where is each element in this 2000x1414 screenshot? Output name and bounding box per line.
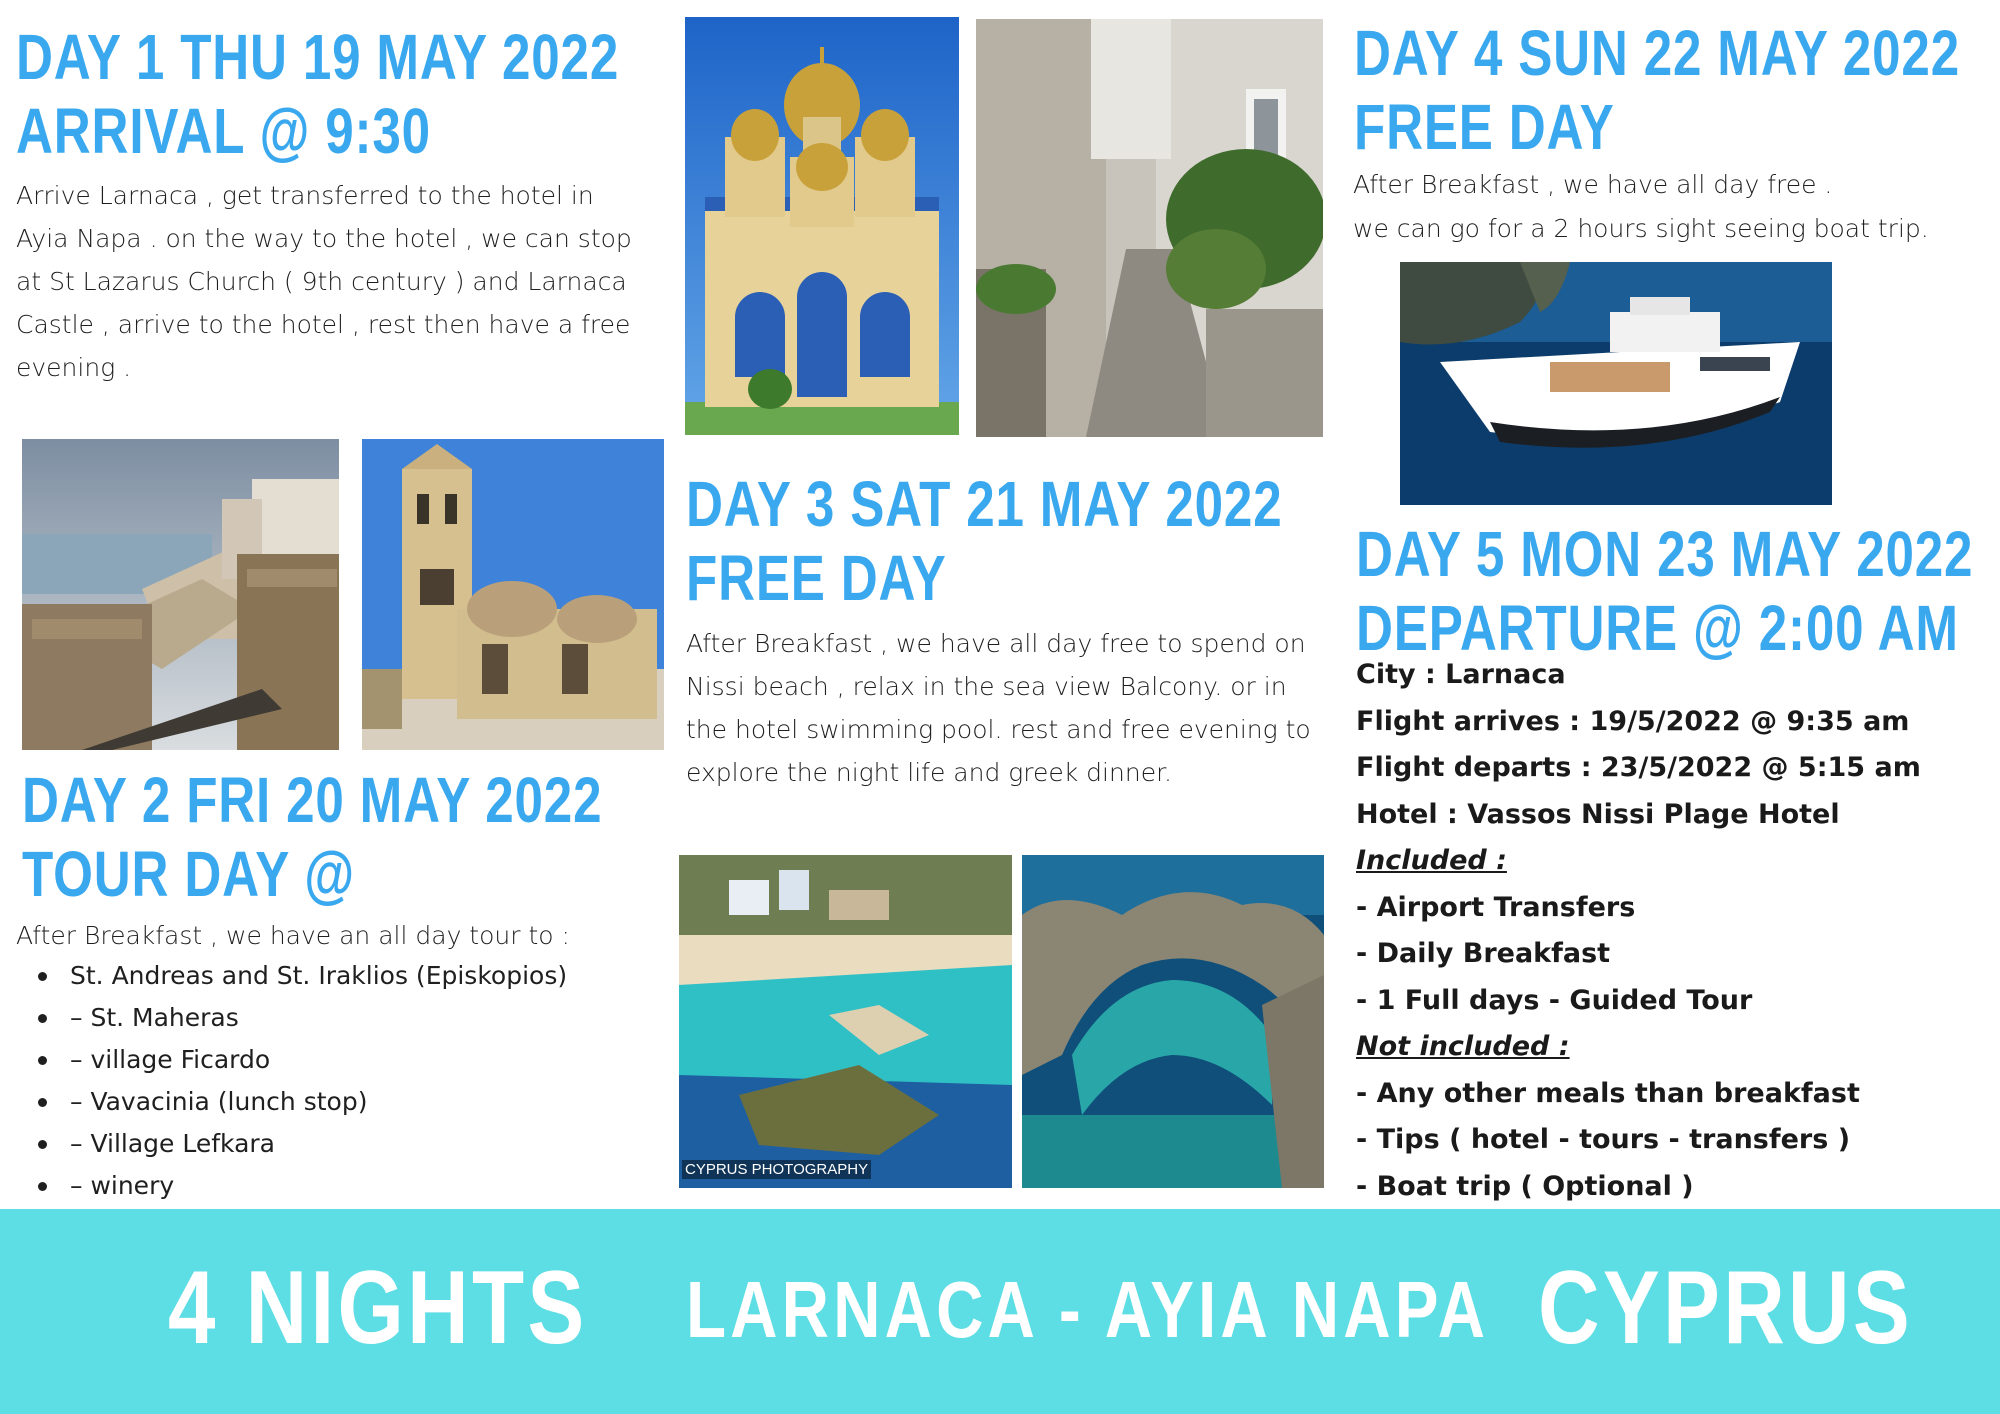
not-included-item: - Boat trip ( Optional ) — [1356, 1170, 1694, 1202]
day3-text: After Breakfast , we have all day free to spend on Nissi beach , relax in the sea view Balcony. or in the hotel swimming pool. rest and free evening to explore the night life and greek dinner. — [686, 629, 1311, 787]
photo-credit: CYPRUS PHOTOGRAPHY — [682, 1160, 871, 1179]
info-city: City : Larnaca — [1356, 659, 1566, 690]
info-hotel: Hotel : Vassos Nissi Plage Hotel — [1356, 798, 1840, 830]
day2-intro: After Breakfast , we have an all day tour to : — [16, 921, 570, 950]
day3-heading — [686, 467, 1282, 615]
day4-text-line2: we can go for a 2 hours sight seeing boat trip. — [1353, 214, 1929, 243]
info-flight-departs: Flight departs : 23/5/2022 @ 5:15 am — [1356, 752, 1921, 783]
not-included-label: Not included : — [1356, 1031, 1570, 1062]
stone-alley-photo — [976, 19, 1323, 437]
not-included-item: - Tips ( hotel - tours - transfers ) — [1356, 1124, 1851, 1155]
list-item: – village Ficardo — [28, 1039, 567, 1081]
footer-band — [0, 1209, 2000, 1414]
list-item: – St. Maheras — [28, 997, 567, 1039]
day1-title: DAY 1 THU 19 MAY 2022 — [16, 21, 620, 93]
orthodox-church-photo — [685, 17, 959, 435]
info-flight-arrives: Flight arrives : 19/5/2022 @ 9:35 am — [1356, 705, 1910, 737]
list-item: – Village Lefkara — [28, 1123, 567, 1165]
nissi-beach-photo — [679, 855, 1012, 1188]
day4-text-line1: After Breakfast , we have all day free . — [1353, 170, 1833, 199]
not-included-item: - Any other meals than breakfast — [1356, 1077, 1860, 1109]
sea-arch-photo — [1022, 855, 1324, 1188]
footer-nights: 4 NIGHTS — [168, 1250, 588, 1366]
included-item: - Airport Transfers — [1356, 891, 1636, 923]
day3-title: DAY 3 SAT 21 MAY 2022 — [686, 468, 1283, 540]
footer-country: CYPRUS — [1538, 1250, 1914, 1366]
day5-title: DAY 5 MON 23 MAY 2022 — [1356, 518, 1974, 590]
larnaca-castle-photo — [22, 439, 339, 750]
day1-subtitle: ARRIVAL @ 9:30 — [16, 95, 431, 167]
day2-title: DAY 2 FRI 20 MAY 2022 — [22, 764, 603, 836]
boat-trip-photo — [1400, 262, 1832, 505]
st-lazarus-church-photo — [362, 439, 664, 750]
trip-info — [1356, 652, 1921, 1210]
included-label: Included : — [1356, 845, 1507, 876]
footer-route: LARNACA - AYIA NAPA — [686, 1265, 1490, 1354]
day2-subtitle: TOUR DAY @ — [22, 838, 355, 910]
included-item: - Daily Breakfast — [1356, 938, 1611, 969]
list-item: – Vavacinia (lunch stop) — [28, 1081, 567, 1123]
day3-subtitle: FREE DAY — [686, 542, 947, 614]
day2-tour-list — [28, 955, 567, 1207]
day4-subtitle: FREE DAY — [1354, 91, 1615, 163]
day5-heading — [1356, 517, 1973, 665]
list-item: St. Andreas and St. Iraklios (Episkopios) — [28, 955, 567, 997]
day2-heading — [22, 763, 602, 911]
day1-heading — [16, 20, 619, 168]
day4-heading — [1354, 16, 1960, 164]
included-item: - 1 Full days - Guided Tour — [1356, 984, 1753, 1016]
list-item: – winery — [28, 1165, 567, 1207]
day5-subtitle: DEPARTURE @ 2:00 AM — [1356, 592, 1959, 664]
day4-title: DAY 4 SUN 22 MAY 2022 — [1354, 17, 1960, 89]
day1-text: Arrive Larnaca , get transferred to the hotel in Ayia Napa . on the way to the hotel , we can stop at St Lazarus Church ( 9th century ) and Larnaca Castle , arrive to the hotel , rest then have a free evening . — [16, 181, 632, 382]
